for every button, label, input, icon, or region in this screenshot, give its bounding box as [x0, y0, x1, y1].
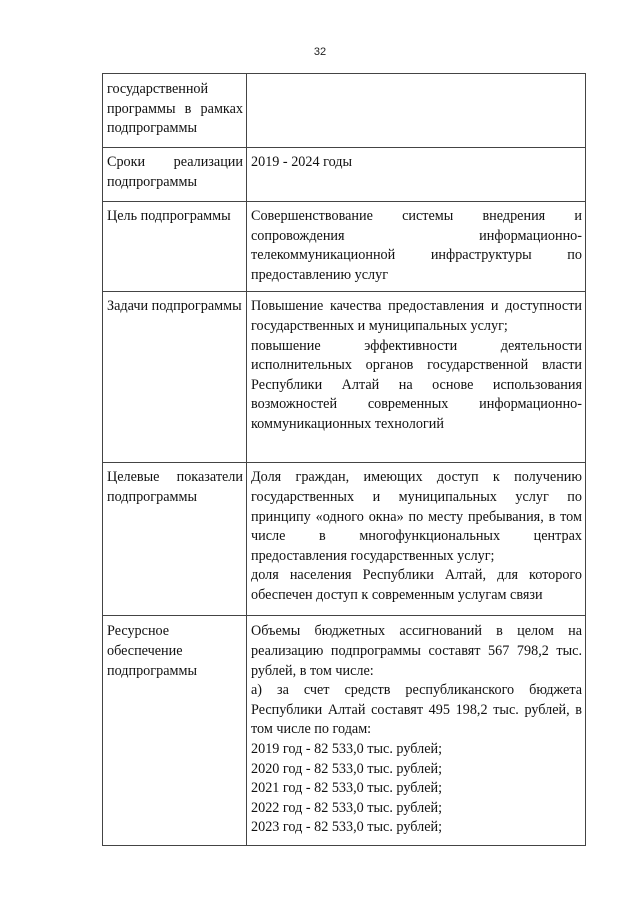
table-row [103, 74, 586, 148]
row-content: Повышение качества предоставления и доступности государственных и муниципальных услуг; повышение эффективности деятельности исполнительных органов государственной власти Республики Алтай на основе использования возможностей современных информационно-коммуникационных технологий [247, 292, 586, 463]
row-label: Цель подпрограммы [103, 202, 247, 292]
row-label: государственной программы в рамках подпрограммы [103, 74, 247, 148]
row-content: 2019 - 2024 годы [247, 148, 586, 202]
row-label: Задачи подпрограммы [103, 292, 247, 463]
row-content: Совершенствование системы внедрения и сопровождения информационно-телекоммуникационной инфраструктуры по предоставлению услуг [247, 202, 586, 292]
table-row [103, 148, 586, 202]
row-label: Сроки реализации подпрограммы [103, 148, 247, 202]
table-row [103, 616, 586, 846]
subprogram-passport-table [102, 73, 586, 846]
page-number: 32 [313, 46, 327, 58]
row-content: Доля граждан, имеющих доступ к получению государственных и муниципальных услуг по принципу «одного окна» по месту пребывания, в том числе в многофункциональных центрах предоставления государственных услуг; доля населения Республики Алтай, для которого обеспечен доступ к современным услугам связи [247, 463, 586, 616]
table-row [103, 463, 586, 616]
row-content: Объемы бюджетных ассигнований в целом на реализацию подпрограммы составят 567 798,2 тыс. рублей, в том числе: а) за счет средств республиканского бюджета Республики Алтай составят 495 198,2 тыс. рублей, в том числе по годам: 2019 год - 82 533,0 тыс. рублей; 2020 год - 82 533,0 тыс. рублей; 2021 год - 82 533,0 тыс. рублей; 2022 год - 82 533,0 тыс. рублей; 2023 год - 82 533,0 тыс. рублей; [247, 616, 586, 846]
row-label: Целевые показатели подпрограммы [103, 463, 247, 616]
row-label: Ресурсное обеспечение подпрограммы [103, 616, 247, 846]
table-row [103, 202, 586, 292]
row-content [247, 74, 586, 148]
table-row [103, 292, 586, 463]
